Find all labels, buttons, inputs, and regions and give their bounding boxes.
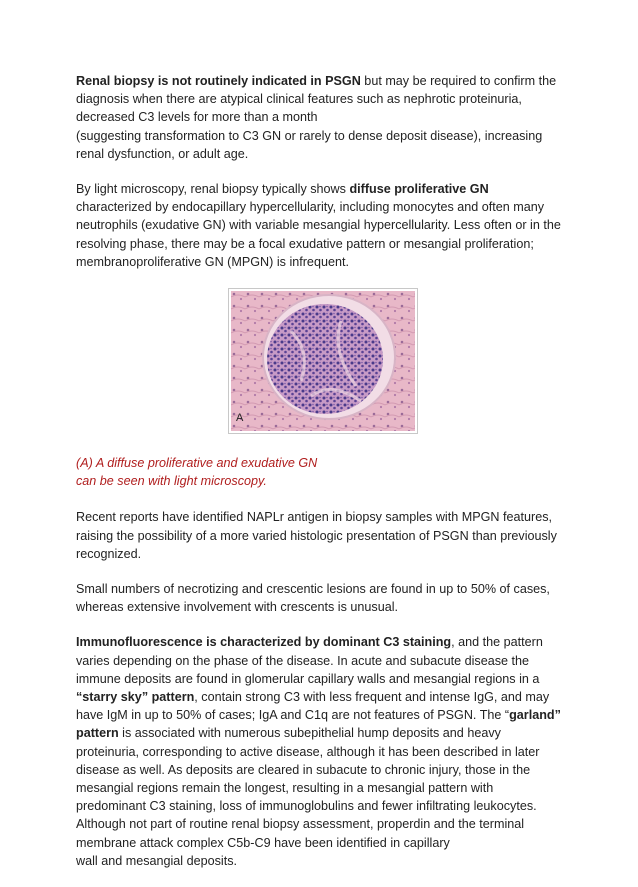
figure-label: A bbox=[236, 411, 244, 424]
glomerulus-micrograph bbox=[231, 291, 415, 431]
caption-line-1: (A) A diffuse proliferative and exudative GN bbox=[76, 456, 318, 471]
text-if-4: wall and mesangial deposits. bbox=[76, 853, 238, 868]
paragraph-naplr: Recent reports have identified NAPLr antigen in biopsy samples with MPGN features, raising the possibility of a more varied histologic presentation of PSGN than previously recognized. bbox=[76, 510, 557, 561]
bold-diffuse-proliferative: diffuse proliferative GN bbox=[349, 182, 489, 197]
document-body bbox=[76, 72, 566, 887]
paragraph-biopsy-indication bbox=[76, 72, 566, 163]
paragraph-immunofluorescence bbox=[76, 633, 566, 870]
text-if-1: , and the pattern varies depending on the phase of the disease. In acute and subacute disease the immune deposits are found in glomerular capillary walls and mesangial regions in a bbox=[76, 635, 543, 686]
bold-if-c3: Immunofluorescence is characterized by dominant C3 staining bbox=[76, 635, 452, 650]
paragraph-necrotizing: Small numbers of necrotizing and crescentic lesions are found in up to 50% of cases, whereas extensive involvement with crescents is unusual. bbox=[76, 582, 550, 615]
bold-starry-sky: “starry sky” pattern bbox=[76, 690, 195, 705]
text-biopsy-indication-2: (suggesting transformation to C3 GN or rarely to dense deposit disease), increasing renal dysfunction, or adult age. bbox=[76, 128, 543, 161]
histology-figure bbox=[228, 288, 418, 434]
text-biopsy-indication: but may be required to confirm the diagnosis when there are atypical clinical features such as nephrotic proteinuria, decreased C3 levels for more than a month bbox=[76, 74, 557, 125]
bold-garland: garland” pattern bbox=[76, 708, 561, 741]
text-lm-post: characterized by endocapillary hypercellularity, including monocytes and often many neutrophils (exudative GN) with variable mesangial hypercellularity. Less often or in the resolving phase, there may be a focal exudative pattern or mesangial proliferation; membranoproliferative GN (MPGN) is infrequent. bbox=[76, 200, 561, 269]
text-if-3: is associated with numerous subepithelial hump deposits and heavy proteinuria, corresponding to active disease, although it has been described in later disease as well. As deposits are cleared in subacute to chronic injury, those in the mesangial regions remain the longest, resulting in a mesangial pattern with predominant C3 staining, loss of immunoglobulins and fewer infiltrating leukocytes. Although not part of routine renal biopsy assessment, properdin and the terminal membrane attack complex C5b-C9 have been identified in capillary bbox=[76, 726, 540, 850]
text-lm-pre: By light microscopy, renal biopsy typically shows bbox=[76, 182, 350, 197]
figure-caption bbox=[76, 454, 566, 490]
paragraph-light-microscopy bbox=[76, 180, 566, 271]
bold-biopsy-indication: Renal biopsy is not routinely indicated in PSGN bbox=[76, 74, 361, 88]
text-if-2: , contain strong C3 with less frequent and intense IgG, and may have IgM in up to 50% of cases; IgA and C1q are not features of PSGN. The “ bbox=[76, 690, 550, 723]
caption-line-2: can be seen with light microscopy. bbox=[76, 474, 267, 489]
